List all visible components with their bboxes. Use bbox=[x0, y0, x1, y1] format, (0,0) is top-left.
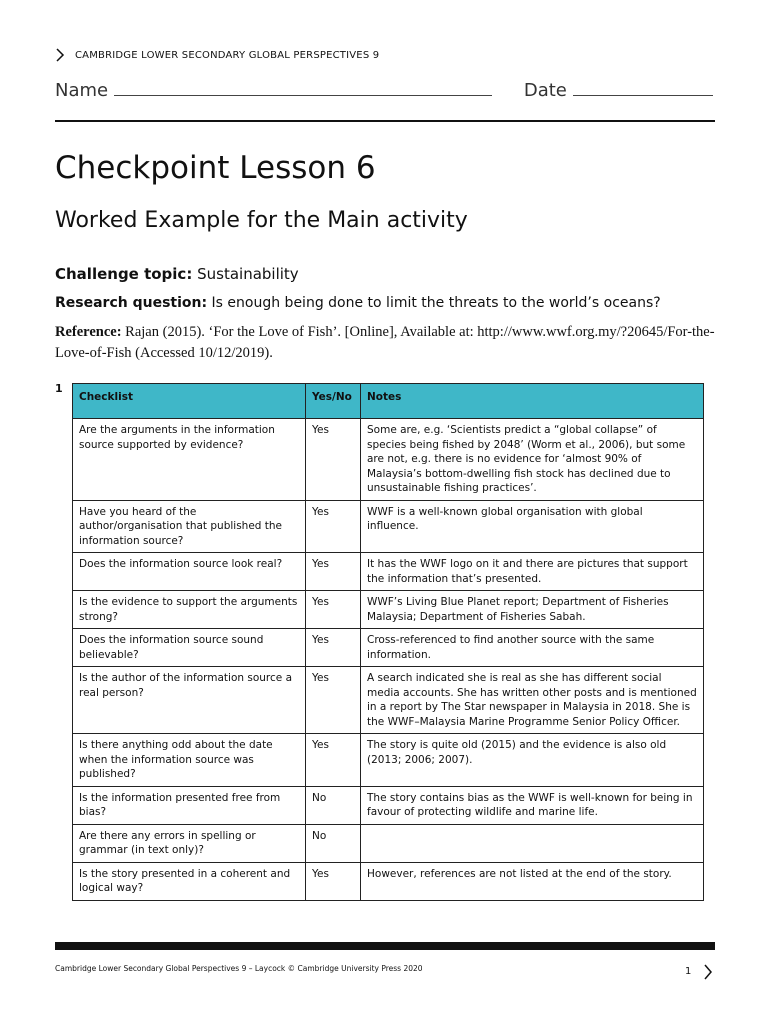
checklist-cell: Is the story presented in a coherent and logical way? bbox=[73, 862, 306, 900]
yes-no-cell: Yes bbox=[306, 553, 361, 591]
page-title: Checkpoint Lesson 6 bbox=[55, 150, 376, 186]
page-number: 1 bbox=[685, 966, 692, 977]
date-label: Date bbox=[523, 80, 567, 101]
notes-cell: Cross-referenced to find another source with the same information. bbox=[361, 629, 704, 667]
yes-no-cell: Yes bbox=[306, 734, 361, 787]
footer-divider bbox=[55, 942, 715, 950]
footer-copyright: Cambridge Lower Secondary Global Perspectives 9 – Laycock © Cambridge University Press 2020 bbox=[55, 964, 423, 973]
page-subtitle: Worked Example for the Main activity bbox=[55, 208, 468, 233]
table-row bbox=[73, 734, 704, 787]
yes-no-cell: No bbox=[306, 786, 361, 824]
notes-cell: However, references are not listed at the end of the story. bbox=[361, 862, 704, 900]
name-date-row bbox=[55, 80, 715, 101]
chevron-right-icon bbox=[703, 964, 713, 980]
column-header-yes-no: Yes/No bbox=[306, 384, 361, 419]
notes-cell: It has the WWF logo on it and there are pictures that support the information that’s presented. bbox=[361, 553, 704, 591]
running-header bbox=[55, 48, 379, 62]
date-field-line bbox=[573, 81, 713, 96]
research-question-value: Is enough being done to limit the threats to the world’s oceans? bbox=[211, 295, 661, 311]
challenge-topic-value: Sustainability bbox=[197, 265, 299, 283]
checklist-cell: Are there any errors in spelling or grammar (in text only)? bbox=[73, 824, 306, 862]
checklist-cell: Have you heard of the author/organisation that published the information source? bbox=[73, 500, 306, 553]
table-row bbox=[73, 419, 704, 501]
checklist-cell: Is there anything odd about the date when the information source was published? bbox=[73, 734, 306, 787]
reference-label: Reference: bbox=[55, 324, 122, 340]
checklist-cell: Does the information source look real? bbox=[73, 553, 306, 591]
notes-cell: The story contains bias as the WWF is well-known for being in favour of protecting wildlife and marine life. bbox=[361, 786, 704, 824]
checklist-cell: Is the information presented free from bias? bbox=[73, 786, 306, 824]
table-row bbox=[73, 786, 704, 824]
notes-cell: Some are, e.g. ‘Scientists predict a “global collapse” of species being fished by 2048’ (Worm et al., 2006), but some are not, e.g. there is no evidence for ‘almost 90% of Malaysia’s bottom-dwelling fish stock has declined due to unsustainable fishing practices’. bbox=[361, 419, 704, 501]
table-row bbox=[73, 500, 704, 553]
checklist-cell: Is the evidence to support the arguments strong? bbox=[73, 591, 306, 629]
table-row bbox=[73, 824, 704, 862]
research-question bbox=[55, 295, 661, 311]
yes-no-cell: No bbox=[306, 824, 361, 862]
table-number: 1 bbox=[55, 382, 63, 395]
yes-no-cell: Yes bbox=[306, 500, 361, 553]
notes-cell: A search indicated she is real as she has different social media accounts. She has written other posts and is mentioned in a report by The Star newspaper in Malaysia in 2018. She is the WWF–Malaysia Marine Programme Senior Policy Officer. bbox=[361, 667, 704, 734]
reference bbox=[55, 322, 715, 364]
yes-no-cell: Yes bbox=[306, 419, 361, 501]
checklist-cell: Is the author of the information source a real person? bbox=[73, 667, 306, 734]
challenge-topic bbox=[55, 265, 299, 283]
series-title: CAMBRIDGE LOWER SECONDARY GLOBAL PERSPECTIVES 9 bbox=[75, 49, 380, 61]
notes-cell: WWF is a well-known global organisation with global influence. bbox=[361, 500, 704, 553]
notes-cell: The story is quite old (2015) and the evidence is also old (2013; 2006; 2007). bbox=[361, 734, 704, 787]
name-field-line bbox=[114, 81, 492, 96]
yes-no-cell: Yes bbox=[306, 629, 361, 667]
challenge-topic-label: Challenge topic: bbox=[55, 265, 193, 283]
notes-cell: WWF’s Living Blue Planet report; Department of Fisheries Malaysia; Department of Fisheries Sabah. bbox=[361, 591, 704, 629]
table-row bbox=[73, 862, 704, 900]
yes-no-cell: Yes bbox=[306, 591, 361, 629]
table-row bbox=[73, 667, 704, 734]
checklist-cell: Are the arguments in the information source supported by evidence? bbox=[73, 419, 306, 501]
table-row bbox=[73, 553, 704, 591]
table-row bbox=[73, 629, 704, 667]
notes-cell bbox=[361, 824, 704, 862]
yes-no-cell: Yes bbox=[306, 667, 361, 734]
chevron-right-icon bbox=[55, 48, 65, 62]
name-label: Name bbox=[55, 80, 109, 101]
yes-no-cell: Yes bbox=[306, 862, 361, 900]
checklist-table bbox=[72, 383, 704, 901]
reference-value: Rajan (2015). ‘For the Love of Fish’. [Online], Available at: http://www.wwf.org.my/?20645/For-the-Love-of-Fish (Accessed 10/12/2019). bbox=[55, 324, 715, 361]
table-header-row bbox=[73, 384, 704, 419]
checklist-cell: Does the information source sound believable? bbox=[73, 629, 306, 667]
research-question-label: Research question: bbox=[55, 295, 208, 311]
table-row bbox=[73, 591, 704, 629]
header-divider bbox=[55, 120, 715, 122]
column-header-notes: Notes bbox=[361, 384, 704, 419]
column-header-checklist: Checklist bbox=[73, 384, 306, 419]
